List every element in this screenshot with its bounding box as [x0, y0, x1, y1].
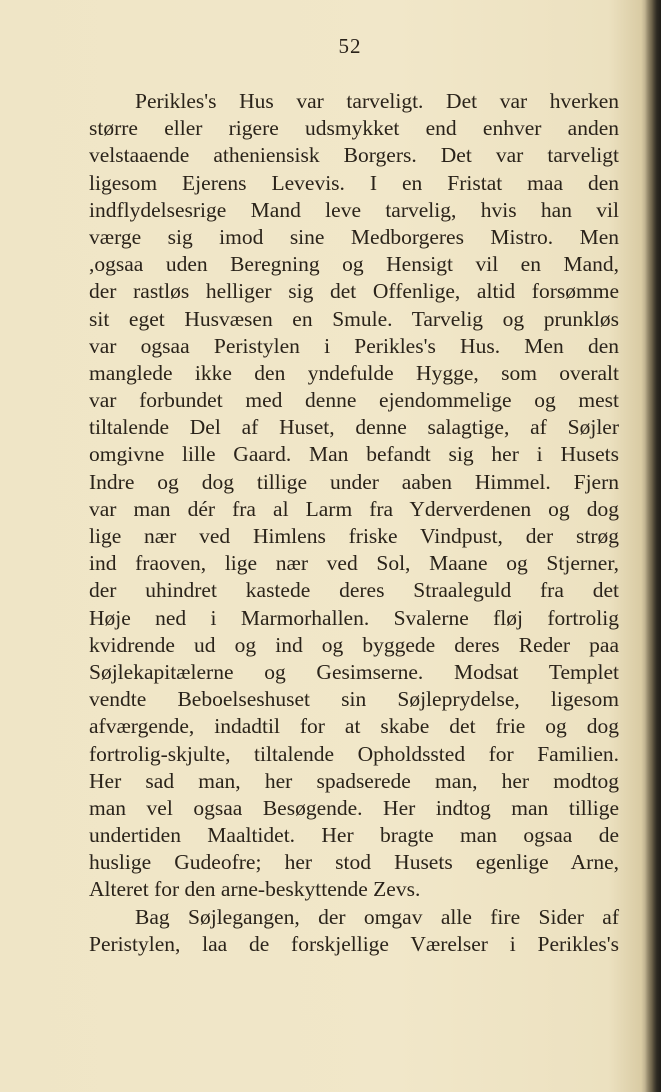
text-line: værge sig imod sine Medborgeres Mistro. Men [89, 224, 619, 249]
text-line: kvidrende ud og ind og byggede deres Reder paa [89, 632, 619, 657]
text-line: var forbundet med denne ejendommelige og mest [89, 388, 619, 413]
text-line: ligesom Ejerens Levevis. I en Fristat maa den [89, 170, 619, 195]
text-line: vendte Beboelseshuset sin Søjleprydelse, ligesom [89, 687, 619, 712]
text-line: Her sad man, her spadserede man, her modtog [89, 768, 619, 793]
text-line: afværgende, indadtil for at skabe det frie og dog [89, 714, 619, 739]
text-line: velstaaende atheniensisk Borgers. Det var tarveligt [89, 143, 619, 168]
text-line: undertiden Maaltidet. Her bragte man ogsaa de [89, 823, 619, 848]
body-text [89, 88, 619, 958]
page-edge-shadow [645, 0, 661, 1092]
text-line: indflydelsesrige Mand leve tarvelig, hvis han vil [89, 197, 619, 222]
text-line: var ogsaa Peristylen i Perikles's Hus. Men den [89, 333, 619, 358]
text-line: Alteret for den arne-beskyttende Zevs. [89, 877, 421, 902]
text-line: omgivne lille Gaard. Man befandt sig her i Husets [89, 442, 619, 467]
text-line: ,ogsaa uden Beregning og Hensigt vil en Mand, [89, 252, 619, 277]
text-line: fortrolig-skjulte, tiltalende Opholdssted for Familien. [89, 741, 619, 766]
text-line: Indre og dog tillige under aaben Himmel. Fjern [89, 469, 619, 494]
text-line: der uhindret kastede deres Straaleguld fra det [89, 578, 619, 603]
text-line: sit eget Husvæsen en Smule. Tarvelig og prunkløs [89, 306, 619, 331]
text-line: der rastløs helliger sig det Offenlige, altid forsømme [89, 279, 619, 304]
text-line: var man dér fra al Larm fra Yderverdenen og dog [89, 496, 619, 521]
text-line: Peristylen, laa de forskjellige Værelser i Perikles's [89, 931, 619, 956]
text-line: lige nær ved Himlens friske Vindpust, der strøg [89, 524, 619, 548]
text-line: huslige Gudeofre; her stod Husets egenlige Arne, [89, 850, 619, 875]
text-line: tiltalende Del af Huset, denne salagtige, af Søjler [89, 415, 619, 440]
text-line: man vel ogsaa Besøgende. Her indtog man tillige [89, 795, 619, 820]
text-line: ind fraoven, lige nær ved Sol, Maane og Stjerner, [89, 551, 619, 576]
text-line: Bag Søjlegangen, der omgav alle fire Sider af [135, 904, 619, 929]
text-line: Søjlekapitælerne og Gesimserne. Modsat Templet [89, 659, 619, 684]
text-line: Høje ned i Marmorhallen. Svalerne fløj fortrolig [89, 605, 619, 630]
text-line: manglede ikke den yndefulde Hygge, som overalt [89, 360, 619, 385]
text-line: Perikles's Hus var tarveligt. Det var hverken [135, 89, 619, 113]
page-number: 52 [338, 34, 362, 58]
text-line: større eller rigere udsmykket end enhver anden [89, 116, 619, 141]
